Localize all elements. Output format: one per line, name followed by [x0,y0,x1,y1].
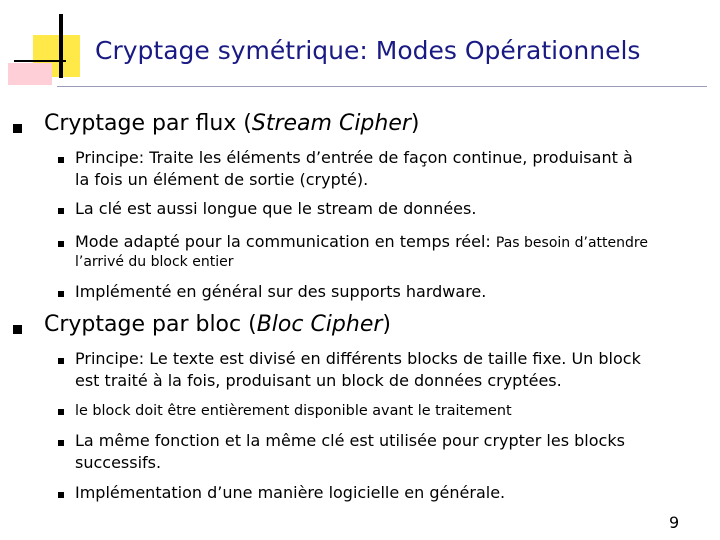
title-rule [57,86,707,87]
square-bullet-icon [58,409,64,415]
list-item-text: le block doit être entièrement disponible avant le traitement [75,403,512,419]
list-item-text: Principe: Le texte est divisé en différents blocks de taille fixe. Un block [75,349,641,368]
list-item-text: La même fonction et la même clé est utilisée pour crypter les blocks [75,431,625,450]
logo-horizontal-line [14,60,66,62]
heading-emphasis: Stream Cipher [251,111,411,136]
square-bullet-icon [58,157,64,163]
list-item-text-small: Pas besoin d’attendre [495,235,648,251]
square-bullet-icon [13,325,22,334]
heading-suffix: ) [382,312,391,337]
heading-suffix: ) [410,111,420,136]
list-item-text-continued: l’arrivé du block entier [75,254,234,270]
heading-emphasis: Bloc Cipher [256,312,383,337]
section-heading [44,311,391,339]
list-item-text-continued: est traité à la fois, produisant un block de données cryptées. [75,371,562,390]
square-bullet-icon [58,492,64,498]
list-item-text: Implémenté en général sur des supports hardware. [75,282,487,301]
list-item-text-continued: la fois un élément de sortie (crypté). [75,170,369,189]
square-bullet-icon [13,124,22,133]
square-bullet-icon [58,208,64,214]
logo-red-square [8,63,52,85]
heading-prefix: Cryptage par bloc ( [44,312,257,337]
square-bullet-icon [58,358,64,364]
square-bullet-icon [58,241,64,247]
slide-title: Cryptage symétrique: Modes Opérationnels [95,36,641,65]
logo-vertical-line [59,14,63,78]
square-bullet-icon [58,440,64,446]
list-item-text-main: Mode adapté pour la communication en temps réel: [75,232,496,251]
list-item-text: Principe: Traite les éléments d’entrée de façon continue, produisant à [75,148,633,167]
section-heading [44,110,420,138]
page-number: 9 [669,513,680,532]
square-bullet-icon [58,291,64,297]
list-item-text: La clé est aussi longue que le stream de données. [75,199,477,218]
list-item-text-continued: successifs. [75,453,162,472]
heading-prefix: Cryptage par flux ( [44,111,252,136]
list-item-text: Implémentation d’une manière logicielle en générale. [75,483,506,502]
